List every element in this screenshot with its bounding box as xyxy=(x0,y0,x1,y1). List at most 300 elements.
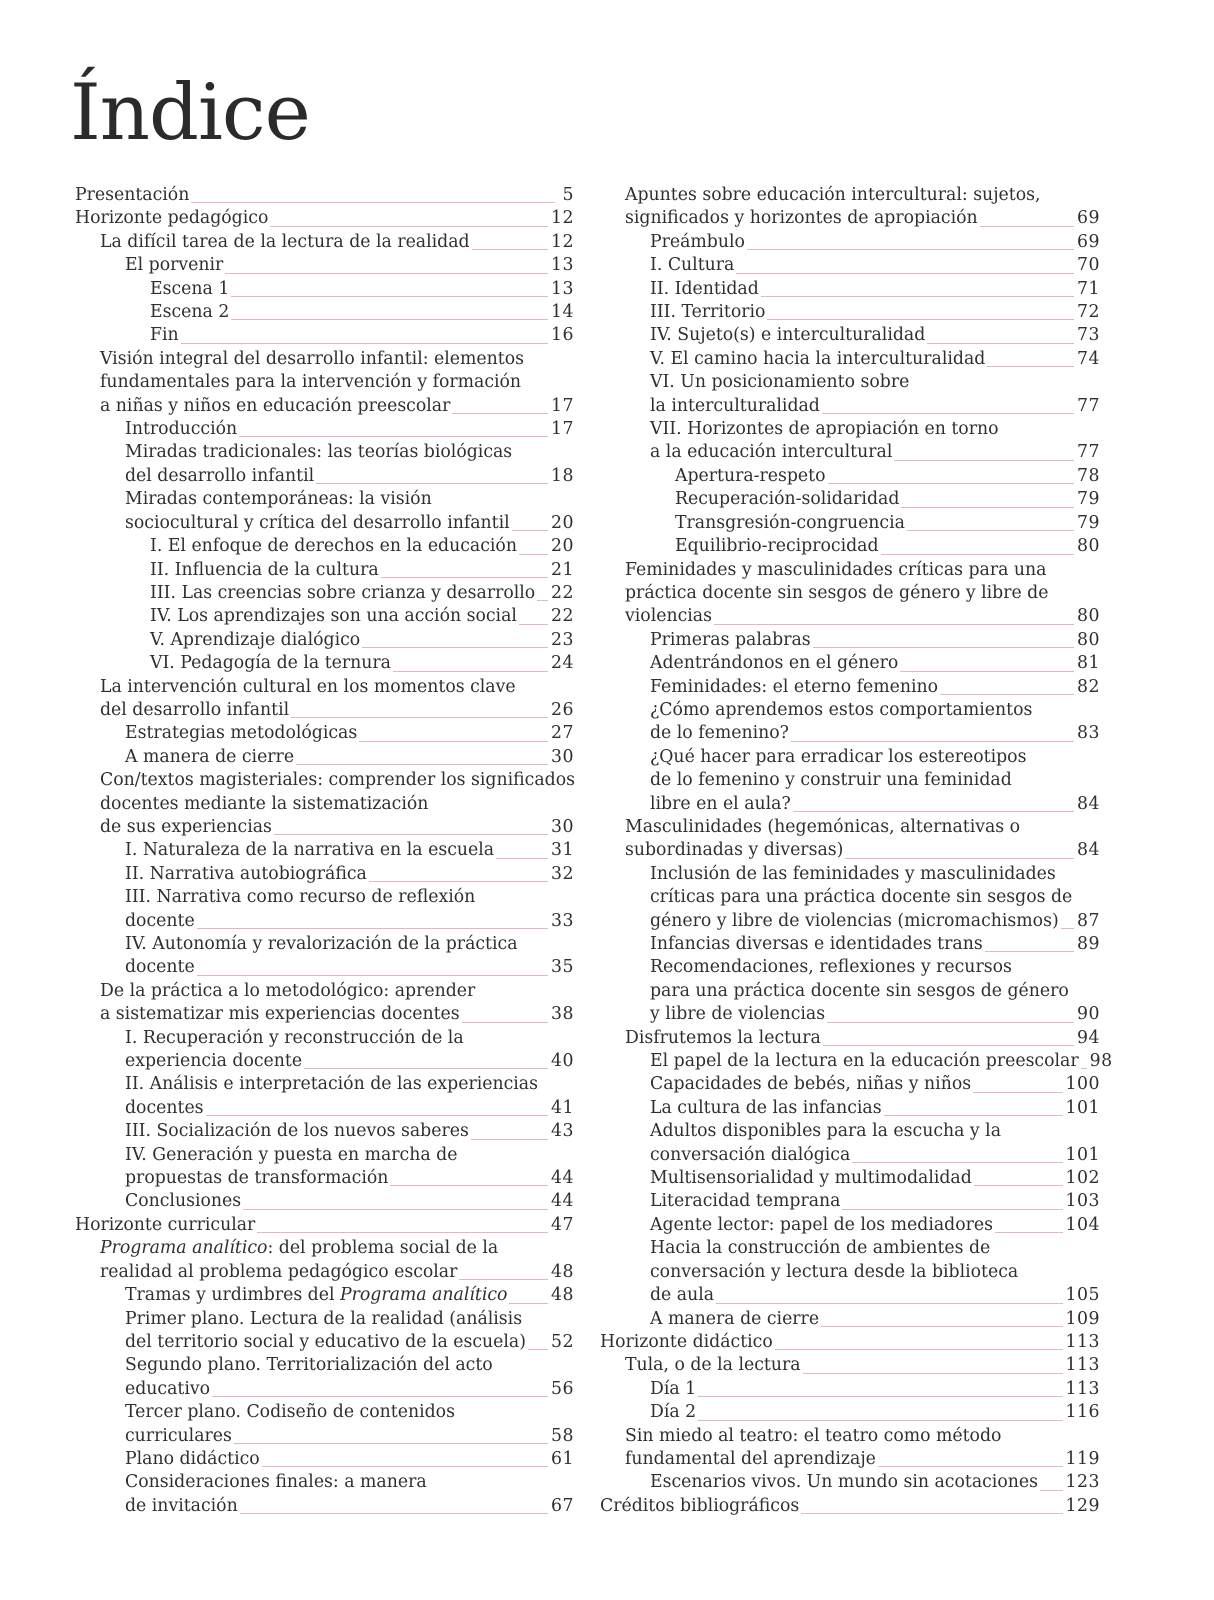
toc-entry xyxy=(600,488,1100,511)
toc-entry-text: Estrategias metodológicas xyxy=(125,723,358,744)
leader-line xyxy=(698,1420,1062,1421)
toc-entry-text: De la práctica a lo metodológico: aprender xyxy=(100,980,476,1001)
leader-line xyxy=(901,507,1074,508)
toc-entry xyxy=(600,559,1100,629)
leader-line xyxy=(1040,1490,1063,1491)
toc-entry-text: I. Recuperación y reconstrucción de la xyxy=(125,1027,464,1048)
toc-entry-text: Visión integral del desarrollo infantil: elementos xyxy=(100,348,524,369)
leader-line xyxy=(1081,1068,1087,1069)
page-number: 44 xyxy=(551,1168,574,1189)
page-number: 31 xyxy=(551,840,574,861)
page-number: 58 xyxy=(551,1425,574,1446)
toc-entry xyxy=(600,465,1100,488)
page-number: 38 xyxy=(551,1004,574,1025)
toc-entry-text: A manera de cierre xyxy=(125,746,295,767)
toc-entry-text: críticas para una práctica docente sin sesgos de xyxy=(650,887,1073,908)
toc-entry-text: Apuntes sobre educación intercultural: sujetos, xyxy=(625,185,1041,205)
leader-line xyxy=(359,741,548,742)
toc-entry xyxy=(600,278,1100,301)
page-number: 78 xyxy=(1077,465,1100,486)
page-number: 67 xyxy=(551,1495,574,1516)
toc-entry-text: a niñas y niños en educación preescolar xyxy=(100,395,451,416)
page-number: 87 xyxy=(1077,910,1100,931)
page-number: 103 xyxy=(1065,1191,1100,1212)
page-number: 77 xyxy=(1077,395,1100,416)
page-number: 70 xyxy=(1077,255,1100,276)
toc-entry-text: Presentación xyxy=(75,185,190,205)
toc-entry-text: Segundo plano. Territorialización del acto xyxy=(125,1355,493,1376)
toc-entry-text: del desarrollo infantil xyxy=(125,465,315,486)
leader-line xyxy=(793,811,1074,812)
page-number: 84 xyxy=(1077,793,1100,814)
toc-entry xyxy=(75,301,574,324)
toc-entry xyxy=(75,839,574,862)
leader-line xyxy=(274,834,548,835)
page-number: 72 xyxy=(1077,302,1100,323)
page-number: 105 xyxy=(1065,1285,1100,1306)
page-number: 119 xyxy=(1065,1448,1100,1469)
toc-entry xyxy=(600,956,1100,1026)
leader-line xyxy=(907,530,1074,531)
page-number: 21 xyxy=(551,559,574,580)
page-number: 100 xyxy=(1065,1074,1100,1095)
toc-entry xyxy=(600,933,1100,956)
toc-entry xyxy=(600,746,1100,816)
page-number: 20 xyxy=(551,536,574,557)
leader-line xyxy=(381,577,548,578)
leader-line xyxy=(828,483,1074,484)
leader-line xyxy=(509,1303,548,1304)
toc-entry-text: Horizonte didáctico xyxy=(600,1331,773,1352)
leader-line xyxy=(813,647,1074,648)
page-number: 48 xyxy=(551,1261,574,1282)
toc-entry-text: Escena 2 xyxy=(150,302,230,323)
toc-entry-text: del desarrollo infantil xyxy=(100,699,290,720)
leader-line xyxy=(973,1092,1062,1093)
toc-entry-text: fundamentales para la intervención y formación xyxy=(100,372,522,393)
page-number: 5 xyxy=(562,185,574,205)
toc-entry xyxy=(75,1308,574,1355)
page-number: 84 xyxy=(1077,840,1100,861)
toc-entry-text: de invitación xyxy=(125,1495,238,1516)
toc-entry-text: práctica docente sin sesgos de género y libre de xyxy=(625,582,1049,603)
page-number: 16 xyxy=(551,325,574,346)
leader-line xyxy=(537,600,548,601)
toc-entry xyxy=(600,1190,1100,1213)
leader-line xyxy=(822,413,1074,414)
toc-entry-text: docente xyxy=(125,957,195,978)
leader-line xyxy=(714,624,1074,625)
page-number: 12 xyxy=(551,231,574,252)
leader-line xyxy=(803,1373,1063,1374)
toc-entry xyxy=(75,1214,574,1237)
toc-entry xyxy=(75,1120,574,1143)
toc-entry xyxy=(600,1471,1100,1494)
toc-entry xyxy=(75,933,574,980)
leader-line xyxy=(842,1209,1062,1210)
toc-entry xyxy=(600,1027,1100,1050)
toc-entry xyxy=(75,1144,574,1191)
leader-line xyxy=(927,343,1074,344)
toc-entry-text: violencias xyxy=(625,606,712,627)
page-number: 79 xyxy=(1077,512,1100,533)
leader-line xyxy=(231,296,548,297)
toc-entry xyxy=(600,1308,1100,1331)
leader-line xyxy=(823,1045,1074,1046)
toc-entry xyxy=(75,769,574,839)
page-number: 24 xyxy=(551,653,574,674)
toc-entry xyxy=(75,418,574,441)
page-number: 22 xyxy=(551,606,574,627)
page-number: 20 xyxy=(551,512,574,533)
toc-entry xyxy=(75,278,574,301)
toc-entry-text: Hacia la construcción de ambientes de xyxy=(650,1238,991,1259)
toc-entry-text: Día 1 xyxy=(650,1378,697,1399)
leader-line xyxy=(791,741,1074,742)
toc-entry-text: a la educación intercultural xyxy=(650,442,893,463)
leader-line xyxy=(262,1466,548,1467)
leader-line xyxy=(212,1396,548,1397)
leader-line xyxy=(459,1279,548,1280)
toc-entry-text: de aula xyxy=(650,1285,715,1306)
leader-line xyxy=(827,1022,1074,1023)
page-number: 61 xyxy=(551,1448,574,1469)
page-number: 69 xyxy=(1077,231,1100,252)
leader-line xyxy=(206,1115,548,1116)
toc-entry-text: sociocultural y crítica del desarrollo infantil xyxy=(125,512,510,533)
page-number: 109 xyxy=(1065,1308,1100,1329)
toc-entry xyxy=(600,1354,1100,1377)
leader-line xyxy=(462,1022,548,1023)
toc-entry xyxy=(600,1401,1100,1424)
page-number: 89 xyxy=(1077,934,1100,954)
toc-entry xyxy=(600,512,1100,535)
toc-entry-text: ¿Cómo aprendemos estos comportamientos xyxy=(650,699,1033,720)
page-number: 17 xyxy=(551,395,574,416)
toc-entry-text: Primer plano. Lectura de la realidad (análisis xyxy=(125,1308,523,1329)
toc-entry xyxy=(75,559,574,582)
toc-entry-text: Feminidades: el eterno femenino xyxy=(650,676,939,697)
toc-entry xyxy=(75,746,574,769)
page-number: 90 xyxy=(1077,1004,1100,1025)
toc-entry xyxy=(75,1401,574,1448)
toc-entry-text: Miradas tradicionales: las teorías biológicas xyxy=(125,442,513,463)
toc-entry-text: libre en el aula? xyxy=(650,793,791,814)
page-number: 77 xyxy=(1077,442,1100,463)
toc-entry-text: I. Cultura xyxy=(650,255,735,276)
toc-entry-text: IV. Autonomía y revalorización de la práctica xyxy=(125,934,518,954)
toc-entry-text: educativo xyxy=(125,1378,211,1399)
page-number: 43 xyxy=(551,1121,574,1142)
leader-line xyxy=(519,554,548,555)
toc-entry xyxy=(600,816,1100,863)
toc-entry-text: conversación y lectura desde la biblioteca xyxy=(650,1261,1019,1282)
toc-entry xyxy=(600,1378,1100,1401)
toc-entry xyxy=(600,1050,1113,1073)
toc-entry xyxy=(75,582,574,605)
toc-entry-text: Día 2 xyxy=(650,1402,697,1423)
page-number: 101 xyxy=(1065,1097,1100,1118)
toc-entry-text: Inclusión de las feminidades y masculinidades xyxy=(650,863,1056,884)
page-number: 129 xyxy=(1065,1495,1100,1516)
toc-entry xyxy=(600,231,1100,254)
toc-entry-text: a sistematizar mis experiencias docentes xyxy=(100,1004,460,1025)
toc-entry xyxy=(75,441,574,488)
leader-line xyxy=(747,249,1074,250)
toc-entry xyxy=(75,652,574,675)
toc-entry-text: realidad al problema pedagógico escolar xyxy=(100,1261,458,1282)
toc-entry xyxy=(600,371,1100,418)
leader-line xyxy=(995,1232,1062,1233)
toc-entry-text: Adentrándonos en el género xyxy=(650,653,899,674)
toc-entry-text: del territorio social y educativo de la escuela) xyxy=(125,1331,526,1352)
toc-entry xyxy=(75,629,574,652)
page-number: 40 xyxy=(551,1051,574,1072)
page-number: 14 xyxy=(551,302,574,323)
toc-entry-text: Escena 1 xyxy=(150,278,230,299)
toc-entry-text: de lo femenino? xyxy=(650,723,789,744)
toc-entry-text: Con/textos magisteriales: comprender los significados xyxy=(100,770,575,791)
page-number: 74 xyxy=(1077,348,1100,369)
leader-line xyxy=(987,366,1074,367)
page-number: 27 xyxy=(551,723,574,744)
page-number: 82 xyxy=(1077,676,1100,697)
toc-entry-text: curriculares xyxy=(125,1425,232,1446)
leader-line xyxy=(512,530,548,531)
leader-line xyxy=(257,1232,548,1233)
leader-line xyxy=(471,1139,548,1140)
toc-entry-text: para una práctica docente sin sesgos de género xyxy=(650,980,1069,1001)
toc-entry-text: Equilibrio-reciprocidad xyxy=(675,536,879,557)
leader-line xyxy=(390,1185,548,1186)
toc-entry-text: La cultura de las infancias xyxy=(650,1097,882,1118)
toc-entry-text: Consideraciones finales: a manera xyxy=(125,1472,427,1493)
leader-line xyxy=(362,647,548,648)
leader-line xyxy=(900,671,1074,672)
page-number: 33 xyxy=(551,910,574,931)
page-number: 113 xyxy=(1065,1355,1100,1376)
toc-entry xyxy=(600,535,1100,558)
leader-line xyxy=(270,226,548,227)
toc-entry-text: de lo femenino y construir una feminidad xyxy=(650,770,1012,791)
toc-entry-text: Recomendaciones, reflexiones y recursos xyxy=(650,957,1012,978)
toc-entry xyxy=(75,1073,574,1120)
toc-entry xyxy=(75,207,574,230)
toc-entry-text: La difícil tarea de la lectura de la realidad xyxy=(100,231,470,252)
toc-entry-text: V. Aprendizaje dialógico xyxy=(150,629,361,650)
leader-line xyxy=(239,436,548,437)
leader-line xyxy=(296,764,548,765)
page-number: 113 xyxy=(1065,1378,1100,1399)
toc-entry xyxy=(600,1425,1100,1472)
toc-entry-text: docentes mediante la sistematización xyxy=(100,793,429,814)
toc-entry-text: docentes xyxy=(125,1097,204,1118)
toc-entry xyxy=(75,184,574,207)
leader-line xyxy=(881,554,1074,555)
leader-line xyxy=(240,1513,548,1514)
toc-entry-text: I. El enfoque de derechos en la educación xyxy=(150,536,517,557)
toc-entry-text: fundamental del aprendizaje xyxy=(625,1448,876,1469)
toc-entry-text: y libre de violencias xyxy=(650,1004,826,1025)
leader-line xyxy=(519,624,548,625)
leader-line xyxy=(894,460,1074,461)
toc-entry xyxy=(75,535,574,558)
toc-entry xyxy=(75,1284,574,1307)
toc-entry-text: II. Influencia de la cultura xyxy=(150,559,379,580)
page-number: 47 xyxy=(551,1214,574,1235)
toc-entry xyxy=(75,231,574,254)
toc-entry-text: la interculturalidad xyxy=(650,395,820,416)
toc-entry-text: IV. Sujeto(s) e interculturalidad xyxy=(650,325,926,346)
leader-line xyxy=(974,1185,1063,1186)
toc-entry xyxy=(75,1027,574,1074)
leader-line xyxy=(980,226,1074,227)
toc-entry-text: Transgresión-congruencia xyxy=(675,512,905,533)
toc-entry xyxy=(600,301,1100,324)
leader-line xyxy=(197,975,548,976)
page-number: 56 xyxy=(551,1378,574,1399)
toc-entry-text: II. Identidad xyxy=(650,278,759,299)
page-number: 32 xyxy=(551,863,574,884)
toc-entry xyxy=(600,324,1100,347)
page-number: 101 xyxy=(1065,1144,1100,1165)
toc-entry xyxy=(75,980,574,1027)
toc-entry xyxy=(600,863,1100,933)
toc-entry xyxy=(75,1237,574,1284)
toc-entry xyxy=(75,1448,574,1471)
leader-line xyxy=(291,717,548,718)
toc-entry-text: III. Narrativa como recurso de reflexión xyxy=(125,887,476,908)
page-number: 69 xyxy=(1077,208,1100,229)
toc-entry-text: Tula, o de la lectura xyxy=(625,1355,801,1376)
toc-entry-text: La intervención cultural en los momentos clave xyxy=(100,676,516,697)
toc-entry xyxy=(600,1495,1100,1518)
leader-line xyxy=(821,1326,1062,1327)
toc-entry-text: Tramas y urdimbres del Programa analítico xyxy=(125,1285,508,1306)
toc-entry-text: Primeras palabras xyxy=(650,629,811,650)
leader-line xyxy=(528,1349,548,1350)
page-number: 52 xyxy=(551,1331,574,1352)
toc-entry-text: Adultos disponibles para la escucha y la xyxy=(650,1121,1002,1142)
leader-line xyxy=(775,1349,1063,1350)
toc-entry xyxy=(600,184,1100,231)
toc-entry-text: El papel de la lectura en la educación preescolar xyxy=(650,1051,1079,1072)
toc-entry xyxy=(75,1354,574,1401)
leader-line xyxy=(472,249,548,250)
toc-entry-text: Preámbulo xyxy=(650,231,745,252)
leader-line xyxy=(1061,928,1074,929)
toc-entry-text: ¿Qué hacer para erradicar los estereotipos xyxy=(650,746,1027,767)
toc-entry xyxy=(75,863,574,886)
toc-entry-text: Escenarios vivos. Un mundo sin acotaciones xyxy=(650,1472,1038,1493)
toc-entry-text: Recuperación-solidaridad xyxy=(675,489,900,510)
page-number: 23 xyxy=(551,629,574,650)
toc-entry-text: Créditos bibliográficos xyxy=(600,1495,800,1516)
leader-line xyxy=(369,881,548,882)
toc-entry xyxy=(600,1167,1100,1190)
page-number: 12 xyxy=(551,208,574,229)
toc-entry-text: III. Territorio xyxy=(650,302,766,323)
leader-line xyxy=(985,951,1074,952)
toc-entry xyxy=(600,1120,1100,1167)
page-number: 80 xyxy=(1077,629,1100,650)
toc-entry-text: género y libre de violencias (micromachismos) xyxy=(650,910,1059,931)
toc-entry-text: Infancias diversas e identidades trans xyxy=(650,934,983,954)
toc-entry xyxy=(75,488,574,535)
page-number: 41 xyxy=(551,1097,574,1118)
toc-entry-text: Horizonte curricular xyxy=(75,1214,256,1235)
toc-entry-text: Literacidad temprana xyxy=(650,1191,841,1212)
page-number: 83 xyxy=(1077,723,1100,744)
toc-entry-text: subordinadas y diversas) xyxy=(625,840,844,861)
page-number: 71 xyxy=(1077,278,1100,299)
page-number: 17 xyxy=(551,419,574,440)
page-number: 98 xyxy=(1089,1051,1113,1072)
toc-entry-text: IV. Generación y puesta en marcha de xyxy=(125,1144,458,1165)
toc-entry xyxy=(600,418,1100,465)
toc-entry-text: Plano didáctico xyxy=(125,1448,260,1469)
toc-entry-text: Capacidades de bebés, niñas y niños xyxy=(650,1074,972,1095)
toc-entry xyxy=(600,629,1100,652)
toc-entry-text: propuestas de transformación xyxy=(125,1168,389,1189)
page-number: 81 xyxy=(1077,653,1100,674)
toc-entry-text: Tercer plano. Codiseño de contenidos xyxy=(125,1402,455,1423)
leader-line xyxy=(845,858,1074,859)
toc-entry-text: I. Naturaleza de la narrativa en la escuela xyxy=(125,840,495,861)
page-title: Índice xyxy=(70,68,310,158)
leader-line xyxy=(393,671,548,672)
toc-entry-text: Horizonte pedagógico xyxy=(75,208,269,229)
toc-entry-text: VI. Un posicionamiento sobre xyxy=(650,372,910,393)
toc-entry xyxy=(75,1471,574,1518)
toc-left-column xyxy=(75,184,574,1518)
toc-right-column xyxy=(600,184,1113,1518)
leader-line xyxy=(801,1513,1062,1514)
page-number: 116 xyxy=(1065,1402,1100,1423)
page-number: 79 xyxy=(1077,489,1100,510)
toc-entry xyxy=(600,1237,1100,1307)
toc-entry-text: experiencia docente xyxy=(125,1051,303,1072)
leader-line xyxy=(878,1466,1063,1467)
page-number: 30 xyxy=(551,746,574,767)
toc-entry xyxy=(600,676,1100,699)
toc-entry-text: Miradas contemporáneas: la visión xyxy=(125,489,432,510)
page-number: 80 xyxy=(1077,536,1100,557)
toc-entry-text: Disfrutemos la lectura xyxy=(625,1027,821,1048)
toc-entry-text: Sin miedo al teatro: el teatro como método xyxy=(625,1425,1002,1446)
page-number: 13 xyxy=(551,278,574,299)
toc-entry-text: Feminidades y masculinidades críticas para una xyxy=(625,559,1047,580)
page-number: 48 xyxy=(551,1285,574,1306)
leader-line xyxy=(197,928,548,929)
toc-entry xyxy=(75,348,574,418)
toc-entry xyxy=(600,348,1100,371)
leader-line xyxy=(852,1162,1062,1163)
page-number: 44 xyxy=(551,1191,574,1212)
toc-entry xyxy=(600,699,1100,746)
page-number: 104 xyxy=(1065,1214,1100,1235)
leader-line xyxy=(940,694,1074,695)
page-number: 18 xyxy=(551,465,574,486)
toc-entry-text: IV. Los aprendizajes son una acción social xyxy=(150,606,517,627)
toc-entry xyxy=(600,1097,1100,1120)
toc-entry-text: III. Las creencias sobre crianza y desarrollo xyxy=(150,582,536,603)
toc-entry-text: II. Análisis e interpretación de las experiencias xyxy=(125,1074,538,1095)
toc-entry xyxy=(600,254,1100,277)
toc-entry xyxy=(600,1073,1100,1096)
toc-entry xyxy=(600,652,1100,675)
toc-entry-text: docente xyxy=(125,910,195,931)
